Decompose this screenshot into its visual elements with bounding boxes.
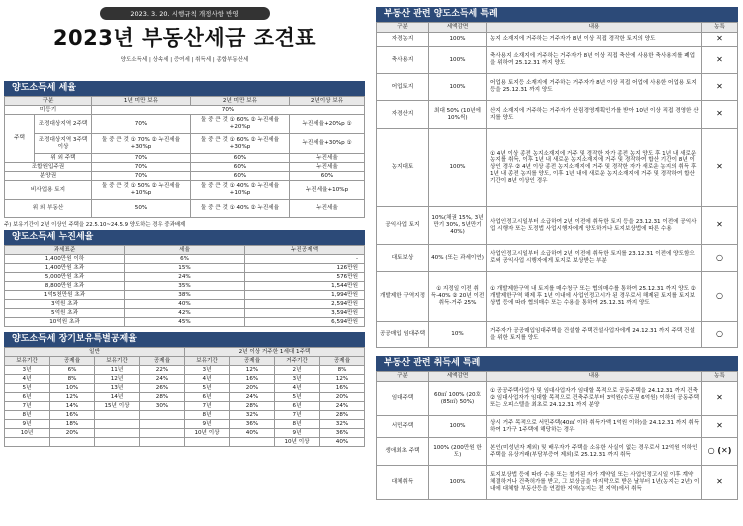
table-cell: 8년 [5,411,50,420]
category-cell: 대토보상 [377,245,429,272]
rate-cell: 둘 중 큰 것 ① 70% ② 누진세율+30%p [92,134,191,154]
subcategory-cell: 위 외 주택 [35,154,92,163]
table-cell: 5년 [185,384,230,393]
table-row [5,163,365,172]
category-cell: 분양권 [5,172,92,181]
tax-rate-table [4,96,365,218]
section-header-tax-rate: 양도소득세 세율 [4,81,365,96]
rate-cell: 누진세율 [290,154,365,163]
table-cell: 3억원 초과 [5,300,125,309]
header-cell: 과세표준 [5,246,125,255]
table-cell [140,411,185,420]
table-cell: 7년 [185,402,230,411]
category-cell: 임대주택 [377,382,429,416]
table-cell: 15% [125,264,245,273]
table-cell: 20% [230,384,275,393]
header-cell: 2년 미만 보유 [191,97,290,106]
table-cell: 1,544만원 [245,282,365,291]
table-cell: 10년 이상 [185,429,230,438]
table-cell [140,438,185,447]
table-cell: 7년 [275,411,320,420]
header-cell: 보유기간 [95,357,140,366]
category-cell: 농지대토 [377,129,429,207]
rate-cell: 둘 중 큰 것 ① 50% ② 누진세율+10%p [92,181,191,200]
header-cell: 보유기간 [185,357,230,366]
category-cell: 축사용지 [377,47,429,74]
table-cell: 9년 [5,420,50,429]
table-cell: 42% [125,309,245,318]
table-cell: 5년 [275,393,320,402]
table-cell: 45% [125,318,245,327]
header-cell: 내용 [487,372,702,382]
table-cell: 4년 [275,384,320,393]
header-cell: 구분 [377,372,429,382]
group-row [5,348,365,357]
table-cell [5,438,50,447]
rate-cell: 누진세율+10%p [290,181,365,200]
table-row [377,438,738,466]
table-row [5,200,365,218]
table-row [5,106,365,115]
table-cell: 40% [125,300,245,309]
section-header-progressive: 양도소득세 누진세율 [4,230,365,245]
reduction-cell: 100% [429,129,487,207]
special-tax-mark: ○ [702,322,738,348]
header-cell: 내용 [487,23,702,33]
table-cell: 8년 [185,411,230,420]
header-cell: 농특 [702,23,738,33]
table-cell: 40% [320,438,365,447]
table-cell: 10년 [5,429,50,438]
rate-cell: 50% [92,200,191,218]
table-cell: - [245,255,365,264]
rate-cell: 70% [92,106,365,115]
table-cell: 3,594만원 [245,309,365,318]
header-row [377,372,738,382]
transfer-special-table [376,22,738,348]
rate-cell: 70% [92,115,191,134]
rate-cell: 70% [92,154,191,163]
ltsd-table [4,347,365,447]
table-cell: 9년 [185,420,230,429]
table-cell: 4년 [185,375,230,384]
header-cell: 농특 [702,372,738,382]
table-row [5,255,365,264]
table-cell: 6% [50,366,95,375]
reduction-cell: 최대 50% (10년에 10%씩) [429,101,487,129]
table-cell: 1,400만원 초과 [5,264,125,273]
table-cell: 12년 [95,375,140,384]
special-tax-mark: ✕ [702,207,738,245]
table-row [5,154,365,163]
description-cell: 축사용지 소재지에 거주하는 거주자가 8년 이상 직접 축산에 사용한 축사용지를 폐업을 위하여 25.12.31 까지 양도 [487,47,702,74]
special-tax-mark: ○ [702,245,738,272]
section-header-transfer-special: 부동산 관련 양도소득세 특례 [376,7,738,22]
special-tax-mark: ✕ [702,101,738,129]
reduction-cell: 10%(채권 15%, 3년만기 30%, 5년만기 40%) [429,207,487,245]
rate-cell: 누진세율+30%p ① [290,134,365,154]
table-cell: 10억원 초과 [5,318,125,327]
header-row [377,23,738,33]
rate-cell: 60% [191,172,290,181]
table-row [5,411,365,420]
description-cell: 상시 거주 목적으로 서민주택(40㎡ 이하 취득가액 1억원 이하)을 24.12.31 까지 취득하여 1가구 1주택에 해당하는 경우 [487,416,702,438]
table-cell: 5,000만원 초과 [5,273,125,282]
special-tax-mark: ✕ [702,466,738,500]
table-cell: 5년 [5,384,50,393]
special-tax-mark: ✕ [702,33,738,47]
table-row [377,466,738,500]
table-cell: 3년 [5,366,50,375]
table-cell: 13년 [95,384,140,393]
category-cell: 대체취득 [377,466,429,500]
description-cell: ① 공공주택사업자 및 임대사업자가 임대할 목적으로 공동주택을 24.12.31 까지 건축 ② 임대사업자가 임대할 목적으로 건축주로부터 3억원(수도권 6억원) 이하의 공동주택 또는 오피스텔을 최초로 24.12.31 까지 분양 [487,382,702,416]
table-row [5,300,365,309]
reduction-cell: 100% [429,466,487,500]
reduction-cell: 100% (200만원 한도) [429,438,487,466]
table-cell: 6년 [5,393,50,402]
table-cell: 10년 이상 [275,438,320,447]
description-cell: 사업인정고시일부터 소급하여 2년 이전에 취득한 토지를 23.12.31 이전에 양도함으로써 공익사업 시행자에게 토지로 보상받는 부분 [487,245,702,272]
description-cell: 어업용 토지등 소재지에 거주하는 거주자가 8년 이상 직접 어업에 사용한 어업용 토지등을 25.12.31 까지 양도 [487,74,702,101]
rate-cell: 둘 중 큰 것 ① 60% ② 누진세율+20%p [191,115,290,134]
table-row [5,375,365,384]
rate-cell: 누진세율 [290,163,365,172]
left-column [4,4,365,447]
table-cell: 28% [140,393,185,402]
table-row [377,101,738,129]
tax-rate-note: 주) 보유기간이 2년 이상인 주택을 22.5.10~24.5.9 양도하는 경우 중과배제 [4,222,186,228]
category-cell: 자경농지 [377,33,429,47]
table-row [5,384,365,393]
table-row [377,33,738,47]
rate-cell: 둘 중 큰 것 ① 40% ② 누진세율+10%p [191,181,290,200]
table-cell: 40% [230,429,275,438]
table-cell: 16% [320,384,365,393]
header-cell: 공제율 [230,357,275,366]
header-cell: 구분 [5,97,92,106]
table-row [5,273,365,282]
table-cell: 6% [125,255,245,264]
table-cell: 8,800만원 초과 [5,282,125,291]
reduction-cell: 100% [429,33,487,47]
reduction-cell: 10% [429,322,487,348]
table-row [377,47,738,74]
special-tax-mark: ✕ [702,382,738,416]
table-cell: 5억원 초과 [5,309,125,318]
header-cell: 공제율 [320,357,365,366]
special-tax-mark: ✕ [702,416,738,438]
table-cell: 3년 [185,366,230,375]
subcategory-cell: 조정대상지역 2주택 [35,115,92,134]
reduction-cell: 100% [429,47,487,74]
table-cell: 11년 [95,366,140,375]
rate-cell: 60% [191,154,290,163]
section-header-acquisition-special: 부동산 관련 취득세 특례 [376,356,738,371]
table-cell: 1억5천만원 초과 [5,291,125,300]
acquisition-special-table [376,371,738,500]
table-cell: 38% [125,291,245,300]
description-cell: 농지 소재지에 거주하는 거주자가 8년 이상 직접 경작한 토지의 양도 [487,33,702,47]
rate-cell: 60% [290,172,365,181]
table-row [5,264,365,273]
reduction-cell: 60㎡ 100% (20호(85㎡) 50%) [429,382,487,416]
table-row [377,74,738,101]
table-row [377,416,738,438]
header-cell: 세액감면 [429,372,487,382]
header-cell: 공제율 [140,357,185,366]
table-cell: 16% [230,375,275,384]
table-cell: 12% [320,375,365,384]
header-cell: 1년 미만 보유 [92,97,191,106]
special-tax-mark: ✕ [702,129,738,207]
table-cell: 15년 이상 [95,402,140,411]
table-cell: 24% [320,402,365,411]
reduction-cell: 40% (또는 과세이연) [429,245,487,272]
rate-cell: 60% [191,163,290,172]
header-row [5,246,365,255]
special-tax-mark: ✕ [702,47,738,74]
table-cell: 36% [320,429,365,438]
header-row [5,97,365,106]
table-cell: 28% [230,402,275,411]
category-cell: 개발제한 구역지정 [377,272,429,322]
table-row [377,322,738,348]
reduction-cell: ① 지정일 이전 취득-40% ② 20년 이전 취득-거주 25% [429,272,487,322]
table-row [5,366,365,375]
table-cell: 24% [230,393,275,402]
table-cell: 28% [320,411,365,420]
table-cell: 8% [50,375,95,384]
table-cell: 3년 [275,375,320,384]
rate-cell: 70% [92,163,191,172]
special-tax-mark: ✕ [702,74,738,101]
subcategory-cell: 조정대상지역 3주택 이상 [35,134,92,154]
rate-cell: 둘 중 큰 것 ① 40% ② 누진세율 [191,200,290,218]
table-row [5,172,365,181]
header-cell: 세액감면 [429,23,487,33]
group-cell: 일반 [5,348,185,357]
description-cell: ① 개발제한구역 내 토지를 매수청구 또는 협의매수를 통하여 25.12.31 까지 양도 ② 개발제한구역 해제 후 1년 이내에 사업인정고시가 된 경우로서 해제된 토지를 토지보상법 등에 따라 협의매수 또는 수용을 통하여 25.12.31 까지 양도 [487,272,702,322]
header-cell: 누진공제액 [245,246,365,255]
category-cell: 생애최초 주택 [377,438,429,466]
category-cell: 어업토지 [377,74,429,101]
table-cell: 6,594만원 [245,318,365,327]
description-cell: 산지 소재지에 거주하는 거주자가 산림경영계획인가를 받아 10년 이상 직접 경영한 산지를 양도 [487,101,702,129]
table-cell: 26% [140,384,185,393]
table-cell: 30% [140,402,185,411]
table-cell: 576만원 [245,273,365,282]
header-cell: 세율 [125,246,245,255]
table-cell [95,429,140,438]
table-cell: 10% [50,384,95,393]
rate-cell: 누진세율+20%p ① [290,115,365,134]
table-cell [95,438,140,447]
table-cell: 16% [50,411,95,420]
rate-cell: 누진세율 [290,200,365,218]
page-title: 2023년 부동산세금 조견표 [52,26,317,50]
table-row [5,181,365,200]
table-row [5,318,365,327]
table-cell: 12% [230,366,275,375]
header-cell: 구분 [377,23,429,33]
table-row [377,245,738,272]
description-cell: 토지보상법 등에 따라 수용 또는 철거된 자가 계약일 또는 사업인정고시일 이후 계약 체결하거나 건축허가를 받고, 그 보상금을 마지막으로 받은 날부터 1년(농지는 2년) 이내에 대체할 부동산등을 연접한 지역(농지는 전 지역)에서 취득 [487,466,702,500]
category-cell: 서민주택 [377,416,429,438]
table-cell: 6년 [275,402,320,411]
table-cell: 32% [230,411,275,420]
table-cell: 36% [230,420,275,429]
header-row [5,357,365,366]
page-subtitle: 양도소득세 | 상속세 | 증여세 | 취득세 | 종합부동산세 [120,57,249,63]
table-cell [140,420,185,429]
special-tax-mark: ○ [702,272,738,322]
table-row [377,129,738,207]
table-cell: 2,594만원 [245,300,365,309]
table-cell: 8% [320,366,365,375]
table-row [5,429,365,438]
table-cell: 12% [50,393,95,402]
right-column [376,4,738,500]
progressive-rate-table [4,245,365,327]
special-tax-mark: ○ (✕) [702,438,738,466]
header-cell: 보유기간 [5,357,50,366]
category-cell: 위 외 부동산 [5,200,92,218]
table-row [5,393,365,402]
table-cell: 4년 [5,375,50,384]
table-row [377,207,738,245]
table-cell: 9년 [275,429,320,438]
category-cell: 공공매입 임대주택 [377,322,429,348]
table-cell: 24% [125,273,245,282]
table-cell: 7년 [5,402,50,411]
table-cell: 2년 [275,366,320,375]
table-cell: 8년 [275,420,320,429]
table-cell: 22% [140,366,185,375]
table-row [5,420,365,429]
table-row [5,309,365,318]
description-cell: 사업인정고시일부터 소급하여 2년 이전에 취득한 토지 등을 23.12.31 이전에 공익사업 시행자 또는 도정법 사업시행자에게 양도하거나 토지보상법에 따른 수용 [487,207,702,245]
header-cell: 2년이상 보유 [290,97,365,106]
table-row [5,438,365,447]
section-header-ltsd: 양도소득세 장기보유특별공제율 [4,332,365,347]
category-cell: 주택 [5,115,35,163]
table-cell: 35% [125,282,245,291]
table-cell [140,429,185,438]
group-cell: 2년 이상 거주한 1세대 1주택 [185,348,365,357]
table-cell: 14% [50,402,95,411]
header-cell: 공제율 [50,357,95,366]
table-cell [185,438,230,447]
table-cell: 24% [140,375,185,384]
table-row [377,272,738,322]
table-cell: 14년 [95,393,140,402]
table-cell: 6년 [185,393,230,402]
table-row [5,282,365,291]
rate-cell: 70% [92,172,191,181]
table-cell [50,438,95,447]
table-cell [230,438,275,447]
table-cell: 1,994만원 [245,291,365,300]
table-cell: 20% [50,429,95,438]
table-row [5,134,365,154]
header-cell: 거주기간 [275,357,320,366]
table-cell: 20% [320,393,365,402]
description-cell: ① 4년 이상 종전 농지소재지에 거주 및 경작한 자가 종전 농지 양도 후 1년 내 새로운 농지를 취득, 이후 1년 내 새로운 농지소재지에 거주 및 경작하여 합산 기간이 8년 이상인 경우 ② 4년 이상 종전 농지소재지에 거주 및 경작한 자가 새로운 농지의 취득 후 1년 내 종전 농지를 양도, 이후 1년 내에 새로운 농지소재지에 거주 및 경작하여 합산기간이 8년 이상인 경우 [487,129,702,207]
revision-badge: 2023. 3. 20. 시행규칙 개정사항 반영 [100,7,270,20]
table-row [377,382,738,416]
description-cell: 본인(미성년자 제외) 및 배우자가 주택을 소유한 사실이 없는 경우로서 12억원 이하인 주택을 유상거래(부담부증여 제외)로 25.12.31 까지 취득 [487,438,702,466]
table-cell: 126만원 [245,264,365,273]
category-cell: 공익사업 토지 [377,207,429,245]
table-row [5,402,365,411]
reduction-cell: 100% [429,416,487,438]
rate-cell: 둘 중 큰 것 ① 60% ② 누진세율+30%p [191,134,290,154]
table-cell: 1,400만원 이하 [5,255,125,264]
table-cell [95,411,140,420]
category-cell: 미등기 [5,106,92,115]
table-row [5,115,365,134]
table-cell: 18% [50,420,95,429]
table-cell: 32% [320,420,365,429]
category-cell: 자경산지 [377,101,429,129]
category-cell: 조합원입주권 [5,163,92,172]
description-cell: 거주자가 공공매입임대주택을 건설할 주택건설사업자에게 24.12.31 까지 주택 건설을 위한 토지를 양도 [487,322,702,348]
reduction-cell: 100% [429,74,487,101]
table-row [5,291,365,300]
category-cell: 비사업용 토지 [5,181,92,200]
table-cell [95,420,140,429]
